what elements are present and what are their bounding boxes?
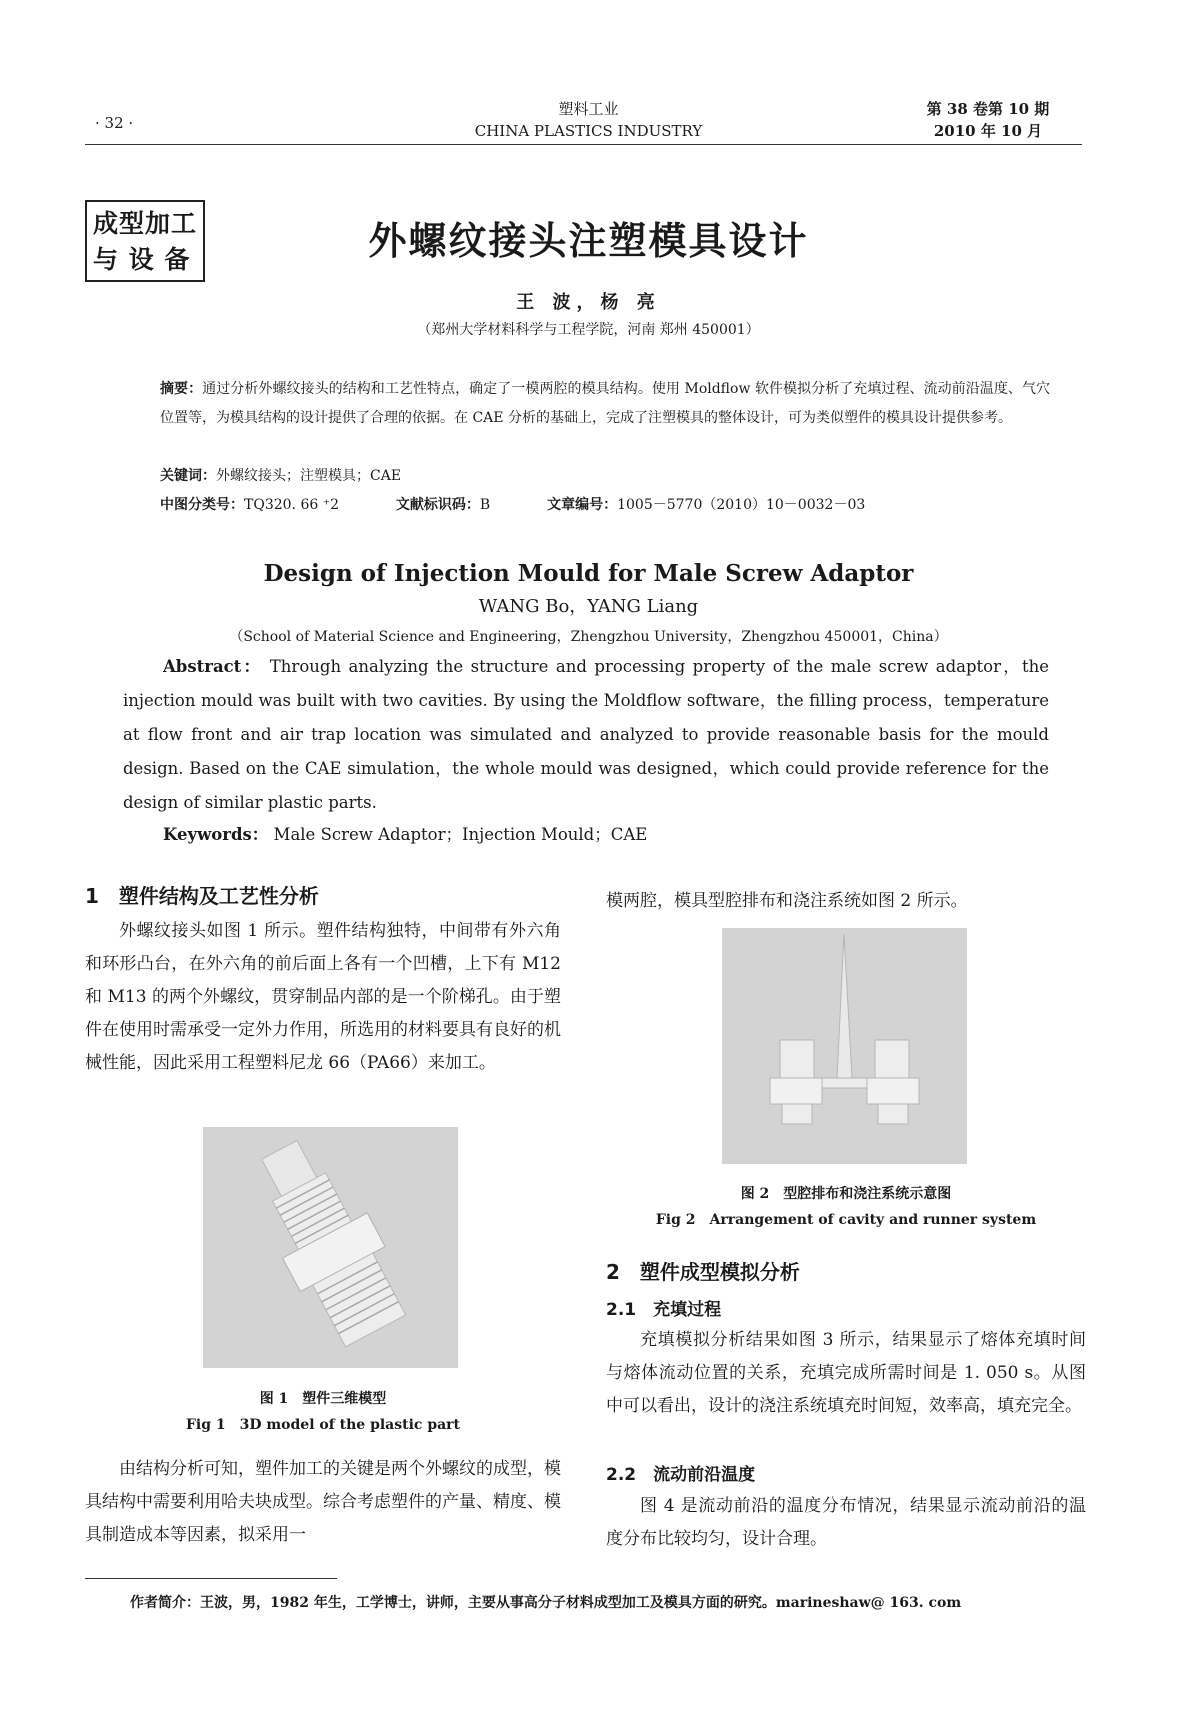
abstract-cn-text: 通过分析外螺纹接头的结构和工艺性特点，确定了一模两腔的模具结构。使用 Moldflow 软件模拟分析了充填过程、流动前沿温度、气穴位置等，为模具结构的设计提供了合理的依据。在 CAE 分析的基础上，完成了注塑模具的整体设计，可为类似塑件的模具设计提供参考。: [160, 381, 1051, 426]
abstract-cn-label: 摘要：: [160, 381, 203, 397]
article-no-label: 文章编号：: [547, 497, 618, 513]
footnote-rule: [85, 1578, 337, 1579]
subsection-2-1-text: 充填模拟分析结果如图 3 所示，结果显示了熔体充填时间与熔体流动位置的关系，充填完成所需时间是 1. 050 s。从图中可以看出，设计的浇注系统填充时间短，效率高，填充完全。: [606, 1330, 1086, 1416]
keywords-cn-text: 外螺纹接头；注塑模具；CAE: [216, 468, 402, 484]
article-no-value: 1005－5770（2010）10－0032－03: [617, 497, 866, 513]
figure-2-caption-cn: 图 2 型腔排布和浇注系统示意图: [740, 1186, 952, 1202]
figure-2-image: [722, 928, 967, 1164]
subsection-2-1-heading: 2.1 充填过程: [606, 1300, 722, 1320]
affiliation-cn: （郑州大学材料科学与工程学院，河南 郑州 450001）: [417, 322, 760, 338]
page-number: · 32 ·: [95, 114, 134, 132]
title-cn: 外螺纹接头注塑模具设计: [368, 218, 809, 263]
abstract-en-text: Through analyzing the structure and processing property of the male screw adaptor，the injection mould was built with two cavities. By using the Moldflow software，the filling process，temperature at flow front and air trap location was simulated and analyzed to provide reasonable basis for the mould design. Based on the CAE simulation，the whole mould was designed，which could provide reference for the design of similar plastic parts.: [123, 657, 1049, 812]
column-tag-line1: 成型加工: [93, 209, 198, 238]
keywords-en-text: Male Screw Adaptor；Injection Mould；CAE: [273, 825, 648, 844]
volume-issue: 第 38 卷第 10 期: [926, 100, 1050, 118]
section-1-para-2-continued: 模两腔，模具型腔排布和浇注系统如图 2 所示。: [606, 891, 968, 911]
clc-value: TQ320. 66 ⁺2: [244, 497, 339, 513]
affiliation-en: （School of Material Science and Engineering，Zhengzhou University，Zhengzhou 450001，China）: [229, 629, 948, 645]
section-1-para-2: 由结构分析可知，塑件加工的关键是两个外螺纹的成型，模具结构中需要利用哈夫块成型。综合考虑塑件的产量、精度、模具制造成本等因素，拟采用一: [85, 1459, 561, 1545]
screw-adaptor-3d-icon: [203, 1127, 458, 1368]
doc-code-label: 文献标识码：: [395, 497, 480, 513]
keywords-cn: [160, 462, 1050, 491]
section-1-heading: 1 塑件结构及工艺性分析: [85, 884, 319, 908]
subsection-2-2-text: 图 4 是流动前沿的温度分布情况，结果显示流动前沿的温度分布比较均匀，设计合理。: [606, 1496, 1086, 1549]
abstract-en-label: Abstract：: [163, 657, 263, 676]
column-tag-line2: 与 设 备: [93, 245, 191, 274]
figure-1-caption-en: Fig 1 3D model of the plastic part: [185, 1417, 461, 1433]
cavity-runner-layout-icon: [722, 928, 967, 1164]
figure-1-image: [203, 1127, 458, 1368]
keywords-cn-label: 关键词：: [160, 468, 216, 484]
classification-line: [160, 491, 1050, 520]
authors-cn: 王 波，杨 亮: [516, 292, 661, 313]
section-2-heading: 2 塑件成型模拟分析: [606, 1260, 800, 1284]
issue-date: 2010 年 10 月: [933, 122, 1043, 140]
clc-label: 中图分类号：: [160, 497, 244, 513]
author-footnote: 作者简介：王波，男，1982 年生，工学博士，讲师，主要从事高分子材料成型加工及模具方面的研究。marineshaw@ 163. com: [130, 1595, 962, 1611]
subsection-2-2-heading: 2.2 流动前沿温度: [606, 1465, 756, 1485]
journal-name-en: CHINA PLASTICS INDUSTRY: [474, 122, 703, 140]
header-rule: [85, 144, 1082, 145]
section-1-para-1: 外螺纹接头如图 1 所示。塑件结构独特，中间带有外六角和环形凸台，在外六角的前后面上各有一个凹槽，上下有 M12 和 M13 的两个外螺纹，贯穿制品内部的是一个阶梯孔。由于塑件在使用时需承受一定外力作用，所选用的材料要具有良好的机械性能，因此采用工程塑料尼龙 66（PA66）来加工。: [85, 921, 561, 1073]
abstract-cn: [160, 375, 1050, 433]
figure-1-caption-cn: 图 1 塑件三维模型: [259, 1391, 387, 1407]
doc-code-value: B: [479, 497, 491, 513]
abstract-en: [123, 650, 1049, 820]
figure-2-caption-en: Fig 2 Arrangement of cavity and runner system: [655, 1212, 1037, 1228]
authors-en: WANG Bo，YANG Liang: [478, 596, 699, 617]
keywords-en-label: Keywords：: [163, 825, 269, 844]
journal-name-cn: 塑料工业: [558, 100, 619, 118]
issue-info: [888, 98, 1088, 142]
keywords-en: [163, 821, 647, 845]
title-en: Design of Injection Mould for Male Screw Adaptor: [263, 560, 914, 587]
